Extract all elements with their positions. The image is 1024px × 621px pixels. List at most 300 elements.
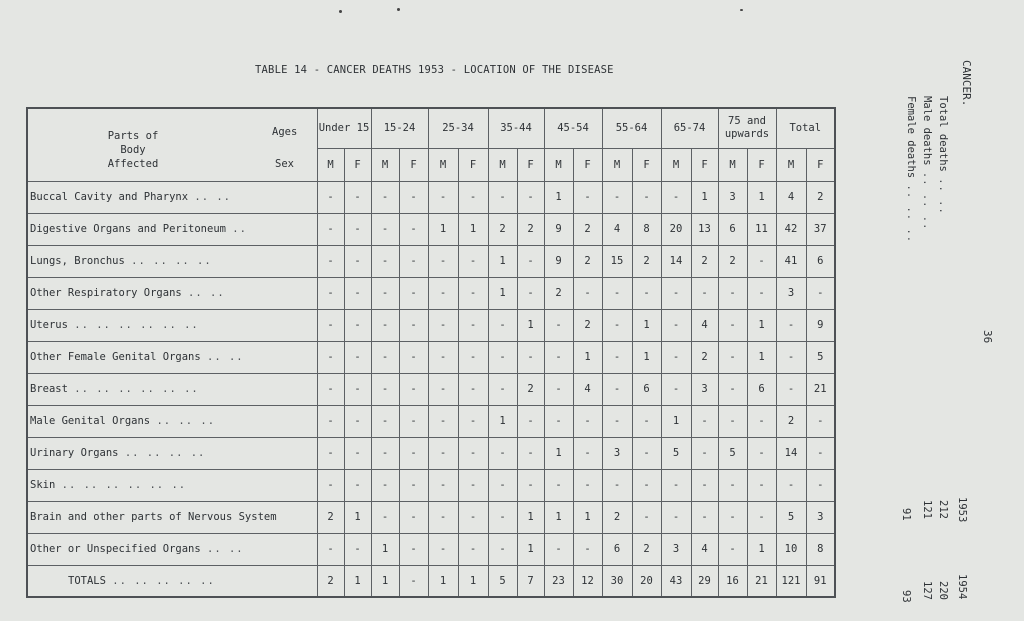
data-cell: 1 (632, 309, 661, 341)
data-cell: - (317, 533, 344, 565)
data-cell: - (602, 309, 632, 341)
data-cell: - (317, 181, 344, 213)
page-number: 36 (981, 330, 994, 344)
data-cell: 2 (632, 533, 661, 565)
data-cell: - (776, 373, 806, 405)
data-cell: - (632, 469, 661, 501)
data-cell: 1 (517, 501, 544, 533)
row-label-cell (27, 277, 317, 309)
data-cell: 2 (544, 277, 573, 309)
data-cell: 2 (488, 213, 517, 245)
table-row (27, 405, 835, 437)
data-cell: 37 (806, 213, 835, 245)
data-cell: 3 (718, 181, 747, 213)
data-cell: - (399, 565, 428, 597)
data-cell: - (661, 501, 691, 533)
leader-dots: .. .. (188, 287, 225, 299)
data-cell: - (747, 245, 776, 277)
side-line-female: Female deaths .. .. .. (905, 96, 917, 244)
data-cell: - (517, 405, 544, 437)
male-1954: 127 (921, 581, 933, 600)
data-cell: 21 (747, 565, 776, 597)
row-label-cell (27, 181, 317, 213)
data-cell: - (632, 277, 661, 309)
table-row (27, 341, 835, 373)
data-cell: 2 (806, 181, 835, 213)
data-cell: - (517, 341, 544, 373)
data-cell: - (573, 533, 602, 565)
row-label: Other Respiratory Organs (30, 287, 182, 299)
age-group-header: Under 15 (317, 108, 371, 148)
data-cell: - (632, 181, 661, 213)
data-cell: 5 (776, 501, 806, 533)
data-cell: - (399, 501, 428, 533)
sex-header: M (718, 148, 747, 181)
data-cell: - (747, 469, 776, 501)
ages-label: Ages (272, 126, 298, 138)
data-cell: - (371, 373, 399, 405)
data-cell: - (661, 341, 691, 373)
data-cell: - (544, 405, 573, 437)
data-cell: - (458, 373, 488, 405)
data-cell: 9 (544, 213, 573, 245)
data-cell: - (544, 533, 573, 565)
data-cell: - (458, 277, 488, 309)
male-1953: 121 (921, 500, 933, 519)
table-row (27, 373, 835, 405)
header-corner (27, 108, 317, 181)
data-cell: 1 (488, 277, 517, 309)
data-cell: - (806, 469, 835, 501)
leader-dots: .. .. .. (156, 415, 216, 427)
data-cell: - (488, 373, 517, 405)
data-cell: - (399, 437, 428, 469)
data-cell: - (428, 501, 458, 533)
leader-dots: .. .. (207, 543, 244, 555)
sex-header: F (691, 148, 718, 181)
data-cell: - (458, 309, 488, 341)
data-cell: 2 (602, 501, 632, 533)
data-cell: - (371, 213, 399, 245)
row-label: Breast (30, 383, 68, 395)
data-cell: - (399, 213, 428, 245)
sex-header: F (458, 148, 488, 181)
leader-dots: .. .. (207, 351, 244, 363)
data-cell: - (602, 373, 632, 405)
data-cell: 1 (428, 213, 458, 245)
data-cell: 1 (747, 341, 776, 373)
data-cell: 5 (718, 437, 747, 469)
data-cell: 4 (776, 181, 806, 213)
data-cell: 2 (517, 213, 544, 245)
data-cell: 7 (517, 565, 544, 597)
data-cell: 2 (718, 245, 747, 277)
data-cell: - (428, 309, 458, 341)
data-cell: - (661, 373, 691, 405)
data-cell: - (602, 405, 632, 437)
data-cell: 6 (747, 373, 776, 405)
data-cell: 1 (517, 309, 544, 341)
data-cell: - (428, 437, 458, 469)
leader-dots: .. (232, 223, 247, 235)
data-cell: 4 (602, 213, 632, 245)
data-cell: 3 (602, 437, 632, 469)
data-cell: 1 (691, 181, 718, 213)
data-cell: 29 (691, 565, 718, 597)
data-cell: 41 (776, 245, 806, 277)
data-cell: 8 (806, 533, 835, 565)
sex-header: F (517, 148, 544, 181)
row-label: Urinary Organs (30, 447, 119, 459)
data-cell: - (632, 501, 661, 533)
data-cell: - (573, 405, 602, 437)
data-cell: 30 (602, 565, 632, 597)
leader-dots: .. .. .. .. (124, 447, 206, 459)
data-cell: - (488, 501, 517, 533)
row-label: TOTALS (68, 574, 106, 587)
data-cell: - (317, 277, 344, 309)
row-label-cell (27, 501, 317, 533)
data-cell: - (458, 245, 488, 277)
data-cell: 3 (776, 277, 806, 309)
data-cell: - (371, 309, 399, 341)
leader-dots: .. .. .. .. .. (112, 574, 215, 587)
cancer-deaths-table (26, 107, 836, 598)
data-cell: - (344, 277, 371, 309)
data-cell: - (776, 469, 806, 501)
age-group-header: 15-24 (371, 108, 428, 148)
data-cell: - (428, 405, 458, 437)
data-cell: 16 (718, 565, 747, 597)
scan-speck (339, 10, 342, 13)
data-cell: - (517, 277, 544, 309)
sex-header: M (428, 148, 458, 181)
age-group-header: 75 and upwards (718, 108, 776, 148)
data-cell: 15 (602, 245, 632, 277)
data-cell: - (317, 309, 344, 341)
data-cell: - (691, 501, 718, 533)
table-title: TABLE 14 - CANCER DEATHS 1953 - LOCATION OF THE DISEASE (255, 64, 614, 76)
data-cell: 2 (573, 309, 602, 341)
data-cell: - (344, 405, 371, 437)
data-cell: - (428, 533, 458, 565)
leader-dots: .. .. (194, 191, 231, 203)
table-row (27, 501, 835, 533)
data-cell: - (632, 437, 661, 469)
data-cell: - (399, 341, 428, 373)
row-label: Brain and other parts of Nervous System (30, 511, 277, 523)
data-cell: - (317, 245, 344, 277)
data-cell: - (602, 277, 632, 309)
data-cell: - (718, 373, 747, 405)
year-1953: 1953 (956, 497, 968, 523)
data-cell: 1 (371, 565, 399, 597)
data-cell: - (718, 533, 747, 565)
data-cell: 6 (632, 373, 661, 405)
data-cell: - (428, 245, 458, 277)
scan-speck (740, 9, 743, 11)
data-cell: - (399, 277, 428, 309)
table-row (27, 213, 835, 245)
data-cell: 1 (344, 565, 371, 597)
data-cell: - (371, 501, 399, 533)
data-cell: 2 (573, 245, 602, 277)
data-cell: - (344, 341, 371, 373)
leader-dots: .. .. .. .. .. .. (61, 479, 187, 491)
row-label-cell (27, 405, 317, 437)
data-cell: - (317, 373, 344, 405)
data-cell: - (661, 309, 691, 341)
data-cell: - (488, 309, 517, 341)
data-cell: - (371, 469, 399, 501)
row-label: Uterus (30, 319, 68, 331)
data-cell: - (344, 245, 371, 277)
sex-header: F (399, 148, 428, 181)
data-cell: - (718, 341, 747, 373)
data-cell: - (544, 373, 573, 405)
data-cell: - (344, 181, 371, 213)
data-cell: 1 (544, 501, 573, 533)
scan-speck (397, 8, 400, 11)
row-label: Skin (30, 479, 56, 491)
data-cell: - (718, 405, 747, 437)
data-cell: 9 (544, 245, 573, 277)
sex-header: M (776, 148, 806, 181)
data-cell: 1 (544, 181, 573, 213)
data-cell: 6 (602, 533, 632, 565)
data-cell: - (458, 533, 488, 565)
row-label-cell (27, 341, 317, 373)
data-cell: 2 (776, 405, 806, 437)
data-cell: - (371, 181, 399, 213)
data-cell: 5 (488, 565, 517, 597)
row-label-cell (27, 533, 317, 565)
row-label-cell (27, 373, 317, 405)
data-cell: - (602, 341, 632, 373)
data-cell: - (428, 277, 458, 309)
row-label: Other or Unspecified Organs (30, 543, 201, 555)
table-row (27, 277, 835, 309)
data-cell: 8 (632, 213, 661, 245)
data-cell: - (517, 437, 544, 469)
data-cell: 1 (747, 309, 776, 341)
data-cell: 23 (544, 565, 573, 597)
data-cell: - (747, 501, 776, 533)
data-cell: 9 (806, 309, 835, 341)
row-label: Other Female Genital Organs (30, 351, 201, 363)
data-cell: - (458, 341, 488, 373)
data-cell: - (399, 405, 428, 437)
data-cell: - (573, 181, 602, 213)
data-cell: 11 (747, 213, 776, 245)
data-cell: - (747, 405, 776, 437)
data-cell: - (317, 341, 344, 373)
sex-header: F (344, 148, 371, 181)
data-cell: - (317, 469, 344, 501)
data-cell: 13 (691, 213, 718, 245)
data-cell: - (344, 213, 371, 245)
age-group-header: 35-44 (488, 108, 544, 148)
data-cell: 1 (458, 213, 488, 245)
data-cell: - (371, 437, 399, 469)
data-cell: - (458, 469, 488, 501)
data-cell: - (806, 405, 835, 437)
data-cell: 1 (747, 181, 776, 213)
row-label-cell (27, 437, 317, 469)
data-cell: - (691, 437, 718, 469)
row-label: Digestive Organs and Peritoneum (30, 223, 226, 235)
leader-dots: .. .. .. .. .. .. (74, 383, 199, 395)
age-group-header: Total (776, 108, 835, 148)
data-cell: 42 (776, 213, 806, 245)
totals-label-cell (27, 565, 317, 597)
data-cell: - (428, 373, 458, 405)
row-label-cell (27, 469, 317, 501)
data-cell: - (399, 469, 428, 501)
data-cell: - (428, 341, 458, 373)
sex-label: Sex (275, 158, 294, 170)
data-cell: - (776, 341, 806, 373)
data-cell: - (661, 181, 691, 213)
totals-row (27, 565, 835, 597)
data-cell: - (317, 437, 344, 469)
data-cell: 1 (458, 565, 488, 597)
data-cell: - (517, 181, 544, 213)
sex-header: F (747, 148, 776, 181)
data-cell: 1 (544, 437, 573, 469)
row-label-cell (27, 309, 317, 341)
table-row (27, 469, 835, 501)
data-cell: 12 (573, 565, 602, 597)
parts-label: Parts of Body Affected (107, 130, 159, 170)
data-cell: 1 (488, 245, 517, 277)
data-cell: - (458, 181, 488, 213)
data-cell: 2 (517, 373, 544, 405)
age-group-header: 25-34 (428, 108, 488, 148)
data-cell: 6 (718, 213, 747, 245)
data-cell: - (517, 469, 544, 501)
leader-dots: .. .. .. .. .. .. (74, 319, 199, 331)
data-cell: 43 (661, 565, 691, 597)
row-label: Buccal Cavity and Pharynx (30, 191, 189, 203)
data-cell: 3 (661, 533, 691, 565)
data-cell: 1 (661, 405, 691, 437)
data-cell: 1 (488, 405, 517, 437)
data-cell: - (488, 341, 517, 373)
data-cell: 4 (691, 309, 718, 341)
data-cell: 1 (632, 341, 661, 373)
data-cell: - (344, 469, 371, 501)
data-cell: - (399, 533, 428, 565)
sex-header: F (806, 148, 835, 181)
table-row (27, 437, 835, 469)
data-cell: - (488, 437, 517, 469)
table-row (27, 309, 835, 341)
sex-header: M (488, 148, 517, 181)
table-row (27, 245, 835, 277)
data-cell: 21 (806, 373, 835, 405)
data-cell: - (691, 405, 718, 437)
data-cell: 1 (573, 501, 602, 533)
data-cell: - (573, 469, 602, 501)
data-cell: 1 (517, 533, 544, 565)
year-1954: 1954 (956, 574, 968, 600)
data-cell: - (573, 277, 602, 309)
sex-header: M (544, 148, 573, 181)
sex-header: F (573, 148, 602, 181)
data-cell: 1 (573, 341, 602, 373)
sex-header: M (371, 148, 399, 181)
data-cell: - (632, 405, 661, 437)
data-cell: 2 (317, 501, 344, 533)
table-row (27, 533, 835, 565)
data-cell: 2 (317, 565, 344, 597)
data-cell: 2 (573, 213, 602, 245)
data-cell: - (747, 277, 776, 309)
data-cell: - (371, 341, 399, 373)
data-cell: 2 (691, 341, 718, 373)
row-label: Male Genital Organs (30, 415, 151, 427)
leader-dots: .. .. .. .. (131, 255, 212, 267)
data-cell: - (399, 245, 428, 277)
data-cell: - (718, 469, 747, 501)
data-cell: - (517, 245, 544, 277)
female-1954: 93 (900, 590, 912, 603)
row-label-cell (27, 213, 317, 245)
side-line-male: Male deaths .. .. .. (921, 96, 933, 231)
row-label: Lungs, Bronchus (30, 255, 125, 267)
data-cell: - (371, 405, 399, 437)
data-cell: - (602, 181, 632, 213)
data-cell: 3 (691, 373, 718, 405)
data-cell: - (718, 501, 747, 533)
data-cell: - (691, 469, 718, 501)
data-cell: 3 (806, 501, 835, 533)
data-cell: 20 (661, 213, 691, 245)
data-cell: - (428, 181, 458, 213)
data-cell: - (488, 181, 517, 213)
data-cell: - (344, 309, 371, 341)
data-cell: 5 (661, 437, 691, 469)
data-cell: - (661, 277, 691, 309)
data-cell: - (747, 437, 776, 469)
data-cell: - (776, 309, 806, 341)
data-cell: 4 (691, 533, 718, 565)
data-cell: - (488, 533, 517, 565)
data-cell: 10 (776, 533, 806, 565)
sex-header: M (661, 148, 691, 181)
data-cell: - (806, 437, 835, 469)
data-cell: - (399, 373, 428, 405)
data-cell: - (488, 469, 517, 501)
data-cell: - (691, 277, 718, 309)
data-cell: 1 (428, 565, 458, 597)
data-cell: 14 (776, 437, 806, 469)
data-cell: - (602, 469, 632, 501)
female-1953: 91 (900, 508, 912, 521)
data-cell: - (718, 309, 747, 341)
data-cell: - (544, 469, 573, 501)
data-cell: - (344, 437, 371, 469)
total-1954: 220 (937, 581, 949, 600)
data-cell: - (458, 437, 488, 469)
data-cell: - (544, 341, 573, 373)
age-group-header: 55-64 (602, 108, 661, 148)
data-cell: - (399, 181, 428, 213)
data-cell: - (458, 501, 488, 533)
data-cell: - (371, 277, 399, 309)
data-cell: - (718, 277, 747, 309)
